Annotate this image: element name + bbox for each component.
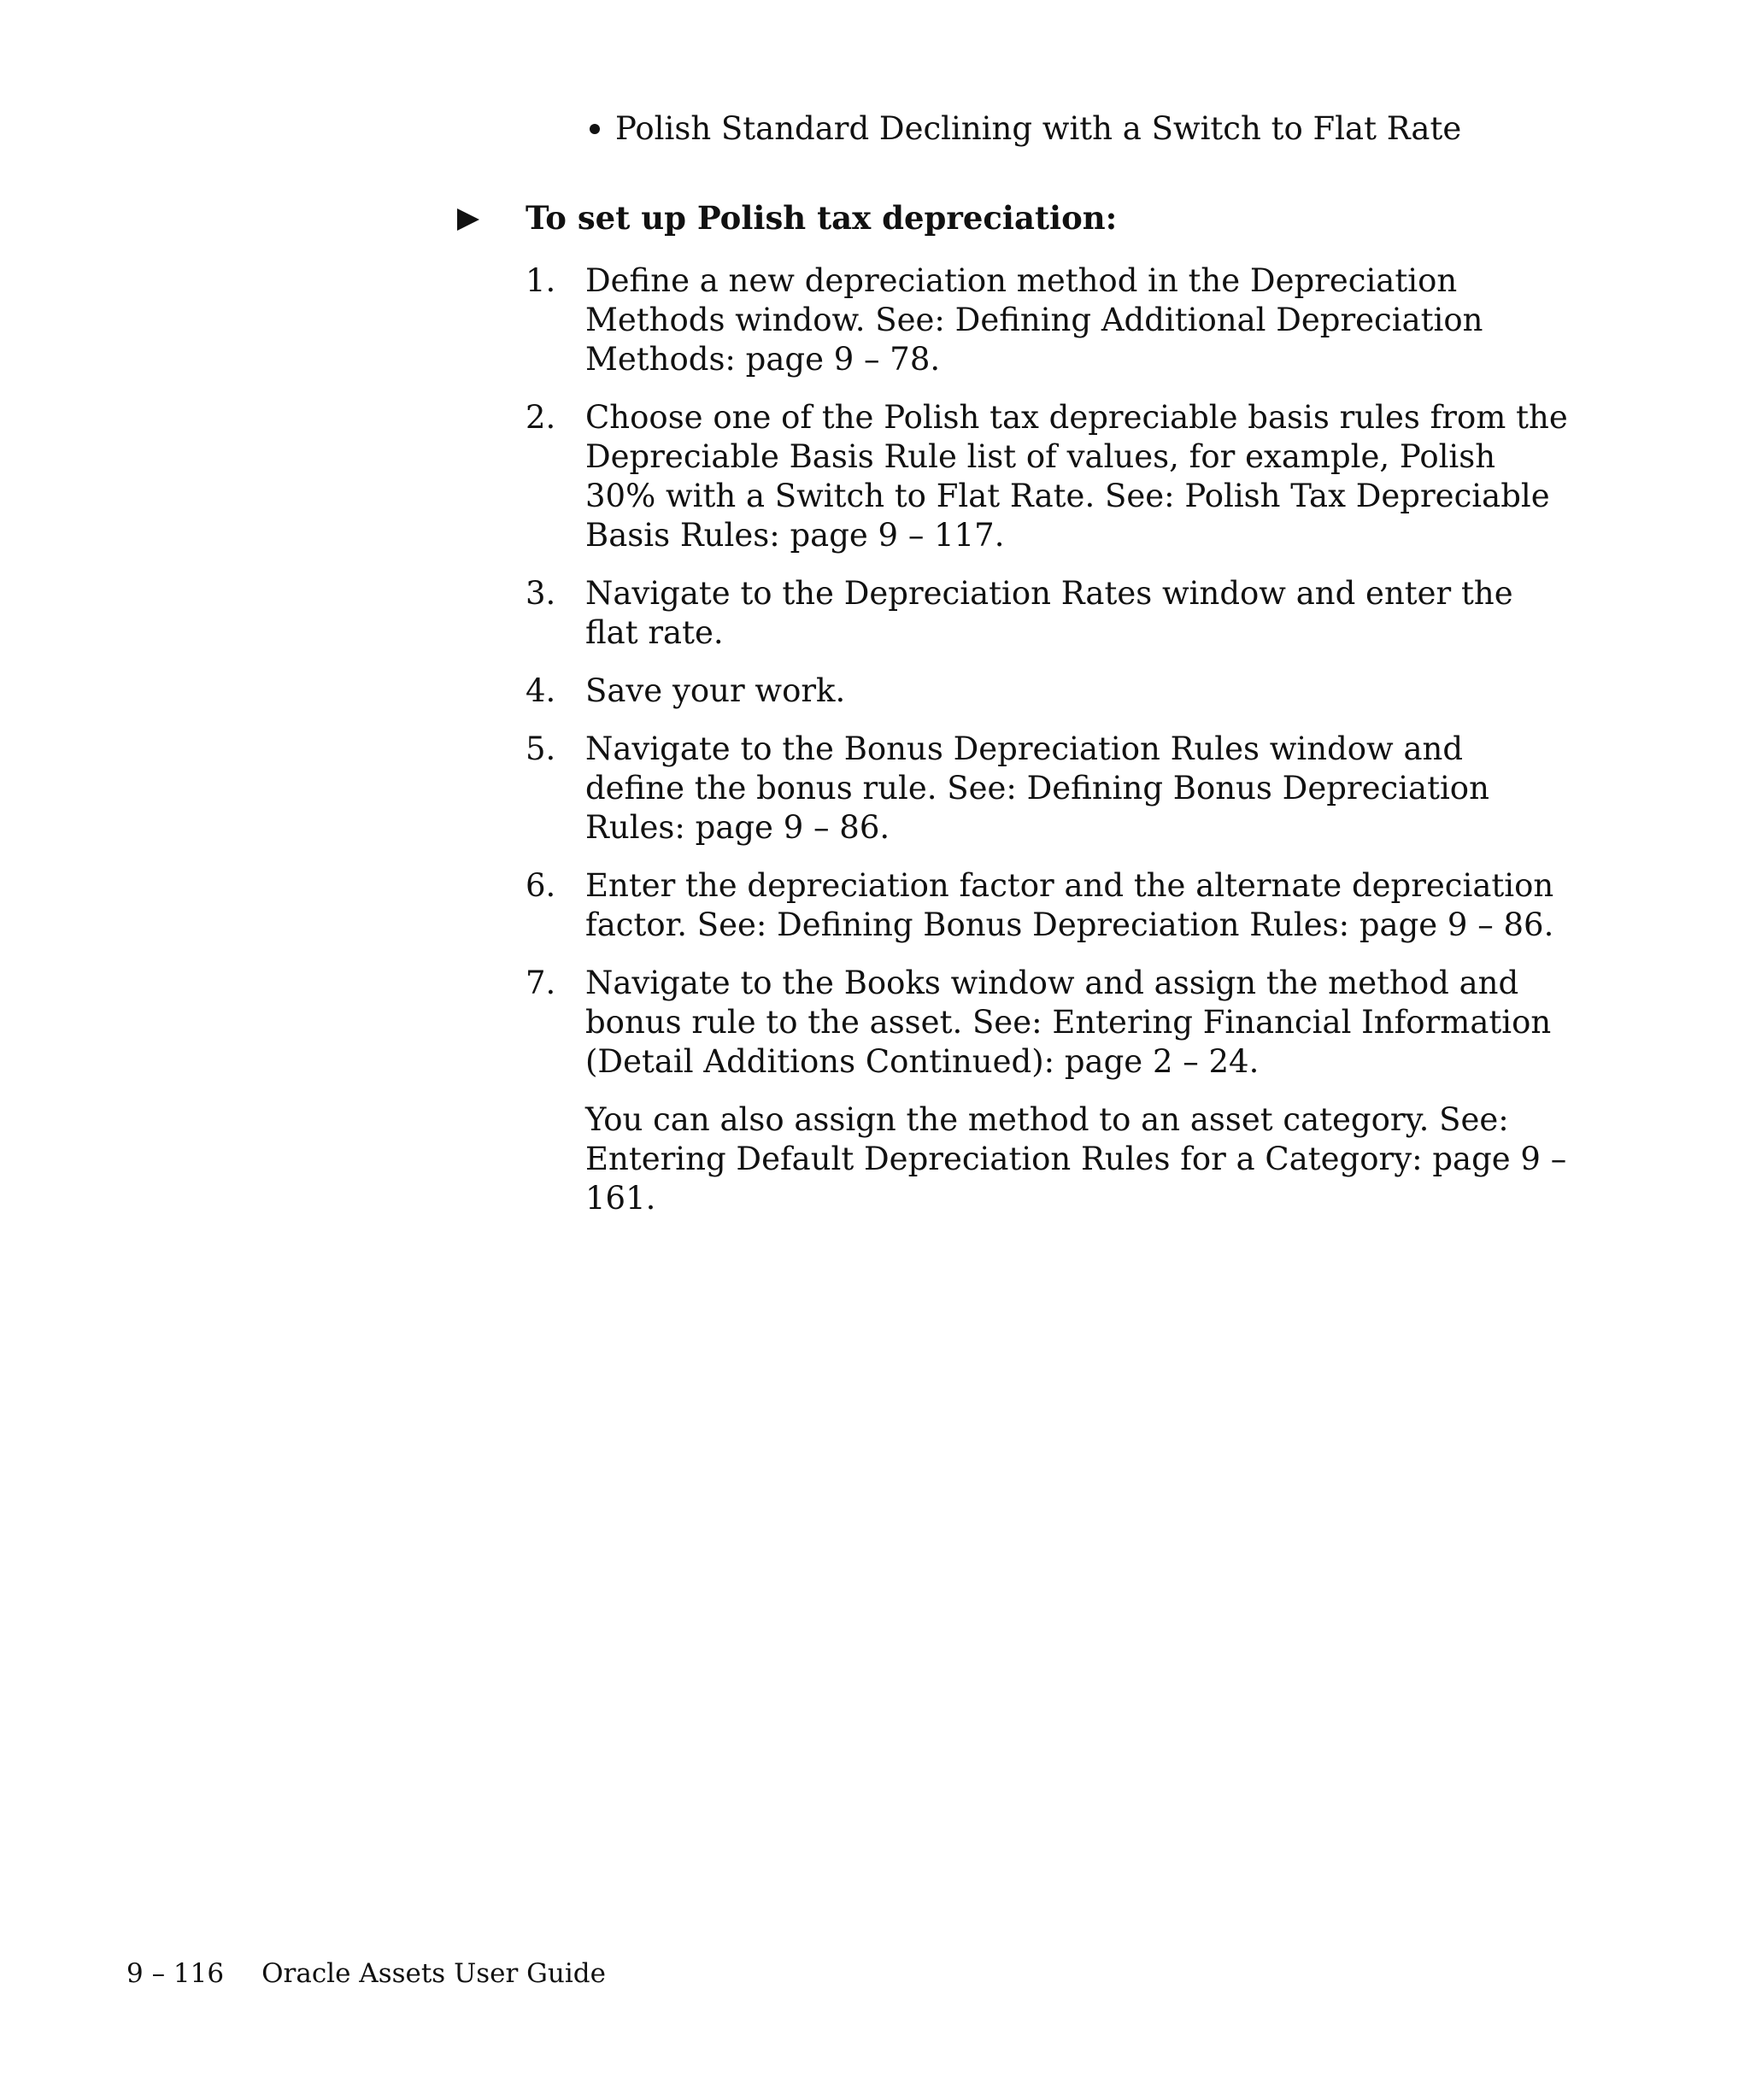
procedure-arrow-icon bbox=[457, 208, 479, 231]
step-4 bbox=[526, 672, 1568, 711]
step-3 bbox=[526, 574, 1568, 653]
step-note: You can also assign the method to an asset category. See: Entering Default Depreciation Rules for a Category: page 9 – 161. bbox=[585, 1101, 1567, 1217]
step-number: 1. bbox=[526, 262, 556, 299]
step-text: Navigate to the Books window and assign the method and bonus rule to the asset. See: Entering Financial Information (Detail Additions Continued): page 2 – 24. bbox=[585, 965, 1552, 1080]
bullet-dot-icon bbox=[590, 124, 600, 134]
bullet-text: Polish Standard Declining with a Switch to Flat Rate bbox=[615, 110, 1462, 147]
step-5 bbox=[526, 730, 1568, 848]
step-number: 4. bbox=[526, 672, 556, 709]
step-text: Choose one of the Polish tax depreciable basis rules from the Depreciable Basis Rule list of values, for example, Polish 30% with a Switch to Flat Rate. See: Polish Tax Depreciable Basis Rules: page 9 – 117. bbox=[585, 399, 1568, 554]
step-2 bbox=[526, 398, 1568, 555]
step-number: 7. bbox=[526, 965, 556, 1001]
step-7 bbox=[526, 964, 1568, 1218]
step-1 bbox=[526, 261, 1568, 379]
step-6 bbox=[526, 866, 1568, 945]
step-number: 6. bbox=[526, 867, 556, 904]
procedure-title: To set up Polish tax depreciation: bbox=[526, 199, 1118, 237]
procedure-steps bbox=[526, 261, 1568, 1237]
step-number: 5. bbox=[526, 730, 556, 767]
step-text: Navigate to the Depreciation Rates window and enter the flat rate. bbox=[585, 575, 1513, 651]
step-number: 2. bbox=[526, 399, 556, 436]
step-text: Save your work. bbox=[585, 672, 846, 709]
step-text: Define a new depreciation method in the Depreciation Methods window. See: Defining Additional Depreciation Methods: page 9 – 78. bbox=[585, 262, 1483, 378]
page-footer bbox=[126, 1956, 606, 1991]
footer-page-number: 9 – 116 bbox=[126, 1958, 225, 1989]
step-text: Enter the depreciation factor and the alternate depreciation factor. See: Defining Bonus Depreciation Rules: page 9 – 86. bbox=[585, 867, 1554, 943]
step-text: Navigate to the Bonus Depreciation Rules window and define the bonus rule. See: Defining Bonus Depreciation Rules: page 9 – 86. bbox=[585, 730, 1489, 846]
step-number: 3. bbox=[526, 575, 556, 612]
bullet-item bbox=[590, 109, 1461, 149]
footer-title: Oracle Assets User Guide bbox=[261, 1958, 606, 1989]
